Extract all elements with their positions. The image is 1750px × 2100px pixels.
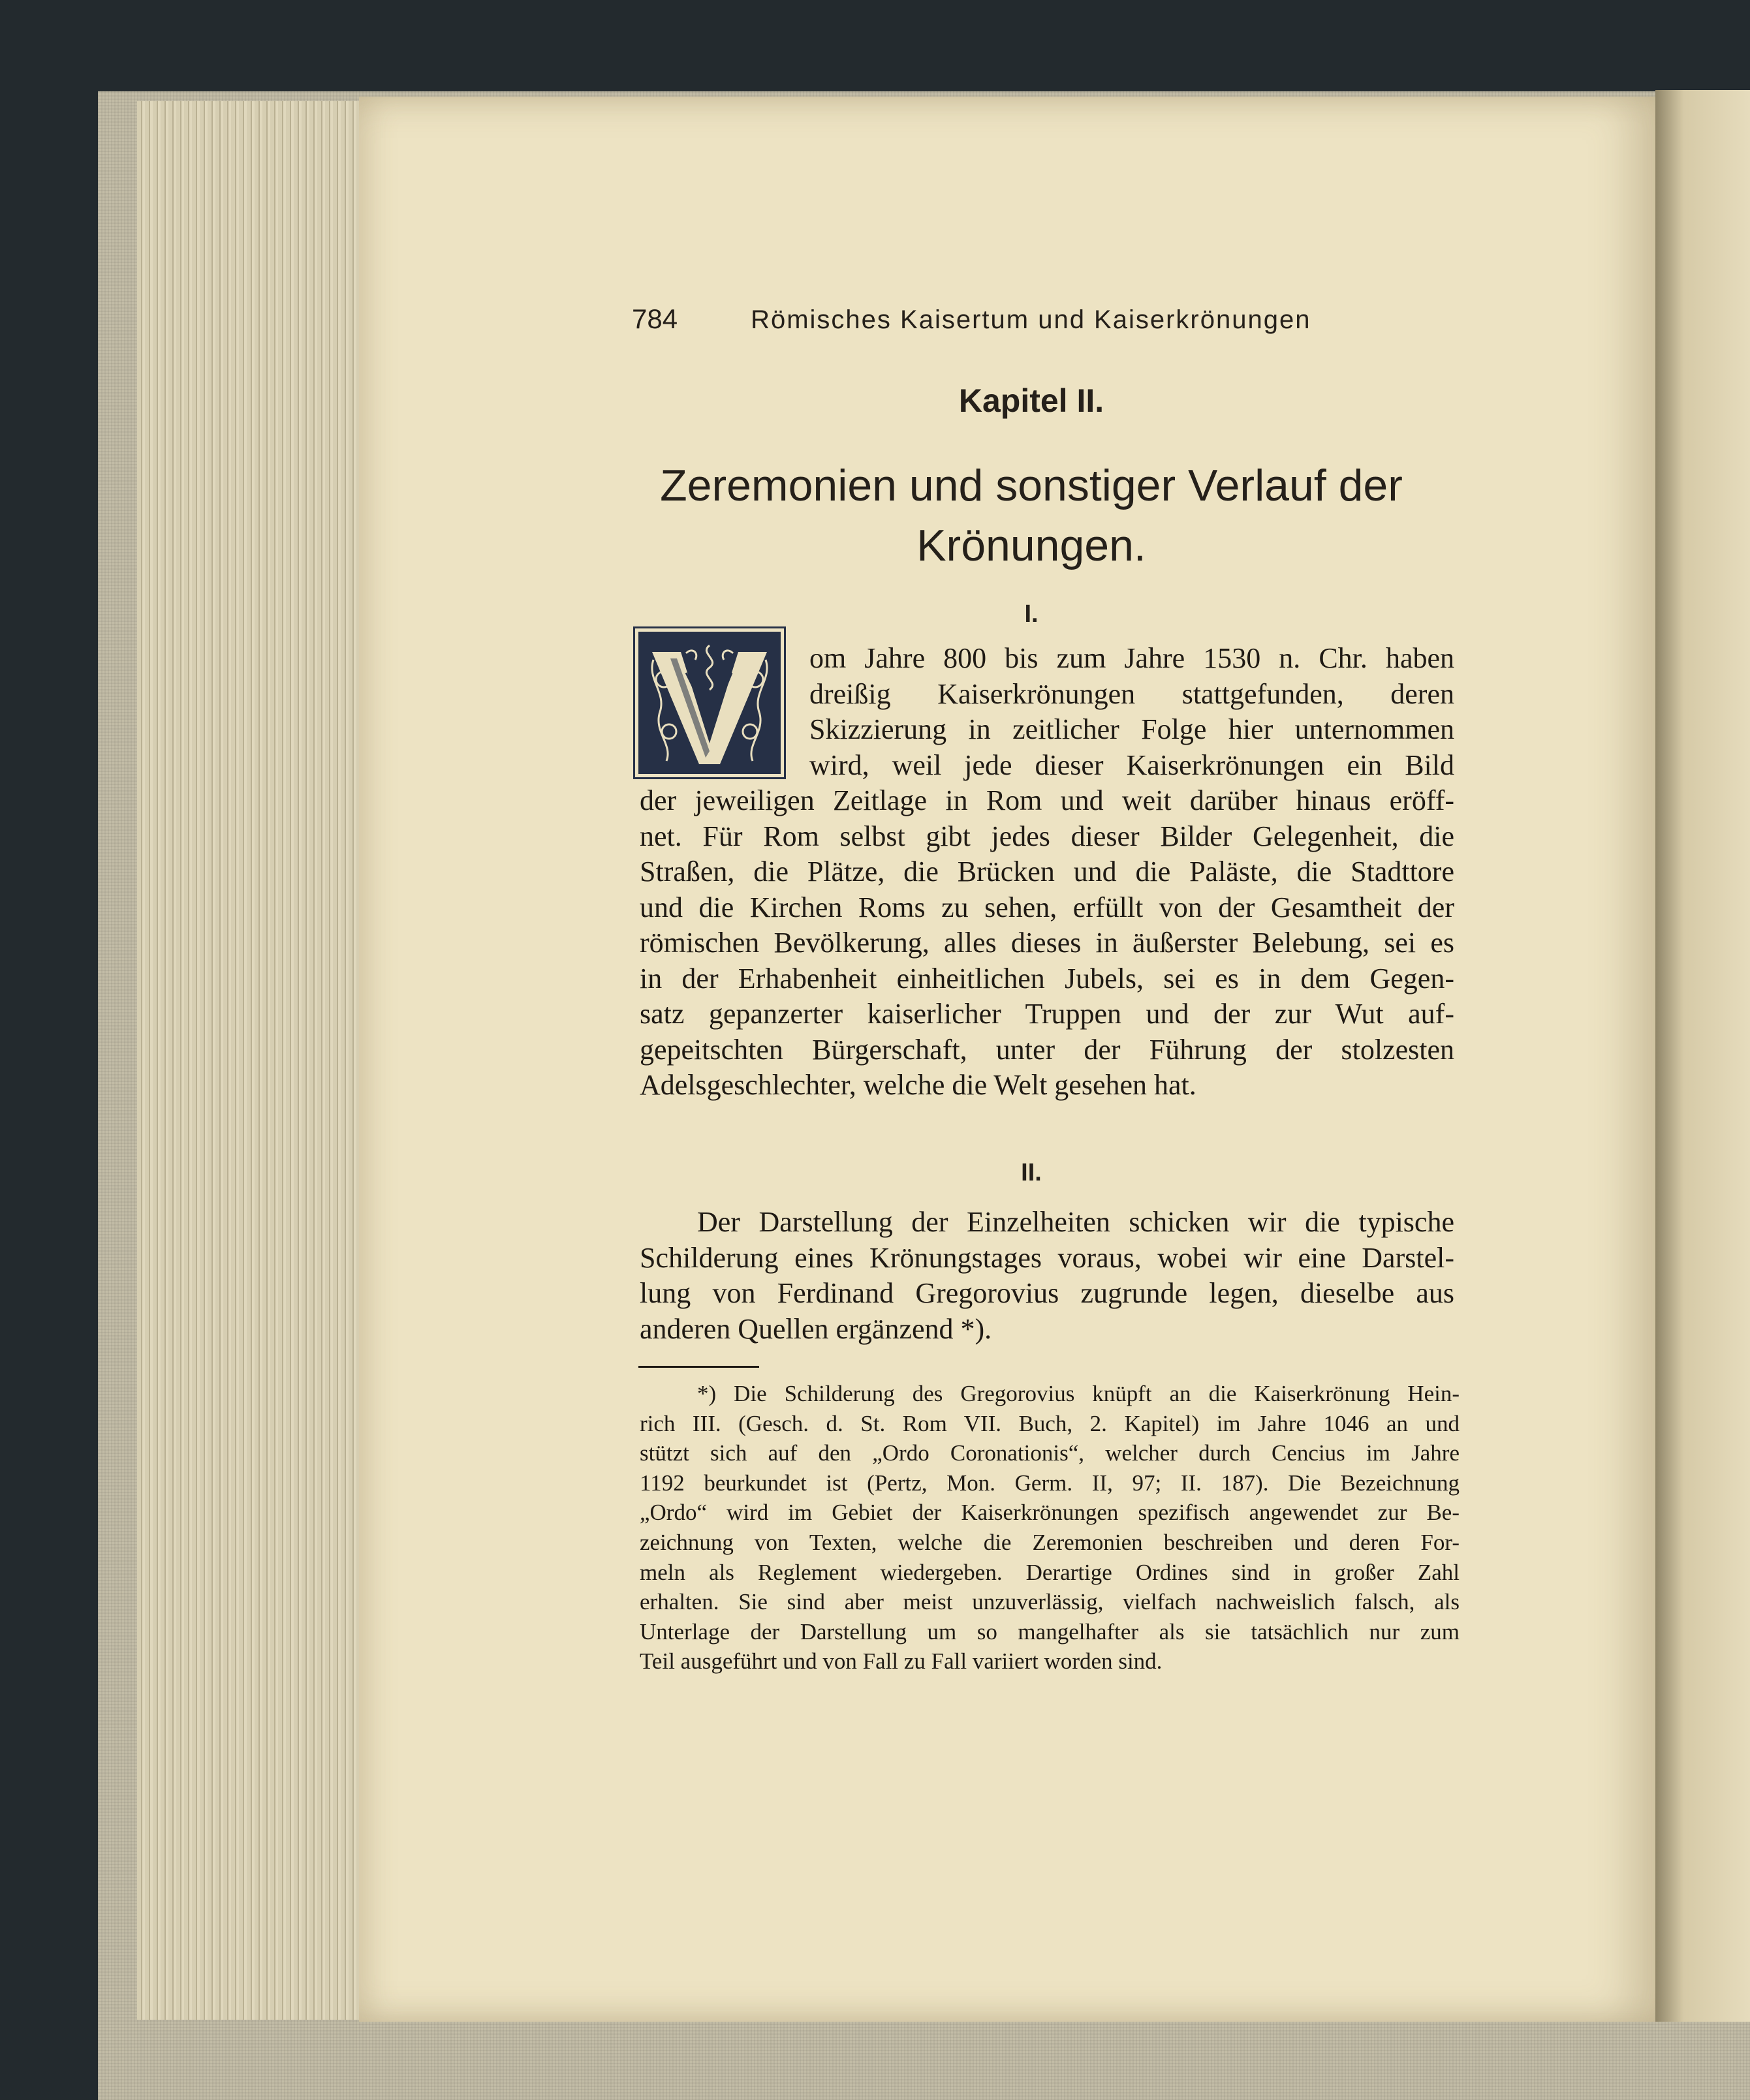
page-number: 784	[632, 303, 678, 334]
footnote-line: zeichnung von Texten, welche die Zeremonien beschreiben und deren For-	[640, 1529, 1460, 1555]
footnote-line: „Ordo“ wird im Gebiet der Kaiserkrönungen spezifisch angewendet zur Be-	[640, 1500, 1460, 1526]
footnote	[640, 1379, 1460, 1676]
text-line: Schilderung eines Krönungstages voraus, wobei wir eine Darstel-	[640, 1241, 1454, 1274]
chapter-title	[632, 456, 1431, 576]
footnote-line: Teil ausgeführt und von Fall zu Fall variiert worden sind.	[640, 1648, 1163, 1675]
text-line: gepeitschten Bürgerschaft, unter der Führung der stolzesten	[640, 1033, 1454, 1066]
section-number-1: I.	[1024, 600, 1039, 628]
text-line: lung von Ferdinand Gregorovius zugrunde legen, dieselbe aus	[640, 1277, 1454, 1309]
text-line: der jeweiligen Zeitlage in Rom und weit darüber hinaus eröff-	[640, 784, 1454, 816]
running-head	[632, 303, 1324, 335]
footnote-line: Unterlage der Darstellung um so mangelhafter als sie tatsächlich nur zum	[640, 1618, 1460, 1644]
footnote-line: erhalten. Sie sind aber meist unzuverlässig, vielfach nachweislich falsch, als	[640, 1589, 1460, 1615]
facing-page-edge	[1655, 90, 1750, 2022]
ornament-v-icon	[640, 634, 779, 772]
paragraph-1-beside-initial	[809, 641, 1454, 783]
text-line: satz gepanzerter kaiserlicher Truppen und der zur Wut auf-	[640, 998, 1454, 1030]
footnote-line: 1192 beurkundet ist (Pertz, Mon. Germ. II, 97; II. 187). Die Bezeichnung	[640, 1470, 1460, 1496]
paragraph-1-continued	[640, 783, 1454, 1104]
text-line: anderen Quellen ergänzend *).	[640, 1312, 992, 1345]
text-line: Straßen, die Plätze, die Brücken und die Paläste, die Stadttore	[640, 856, 1454, 888]
text-line: Adelsgeschlechter, welche die Welt gesehen hat.	[640, 1069, 1196, 1101]
section-number-2: II.	[1021, 1159, 1042, 1186]
footnote-line: rich III. (Gesch. d. St. Rom VII. Buch, 2. Kapitel) im Jahre 1046 an und	[640, 1410, 1460, 1436]
decorated-initial	[638, 632, 781, 774]
text-line: Der Darstellung der Einzelheiten schicken wir die typische	[697, 1206, 1454, 1238]
text-line: om Jahre 800 bis zum Jahre 1530 n. Chr. haben	[809, 642, 1454, 674]
text-line: net. Für Rom selbst gibt jedes dieser Bilder Gelegenheit, die	[640, 820, 1454, 852]
text-line: Skizzierung in zeitlicher Folge hier unternommen	[809, 713, 1454, 745]
chapter-title-line-1: Zeremonien und sonstiger Verlauf der	[660, 461, 1403, 510]
footnote-line: meln als Reglement wiedergeben. Derartige Ordines sind in großer Zahl	[640, 1559, 1460, 1585]
running-title: Römisches Kaisertum und Kaiserkrönungen	[751, 305, 1311, 334]
footnote-line: stützt sich auf den „Ordo Coronationis“, welcher durch Cencius im Jahre	[640, 1440, 1460, 1466]
footnote-rule	[638, 1366, 759, 1368]
footnote-line: *) Die Schilderung des Gregorovius knüpft an die Kaiserkrönung Hein-	[697, 1381, 1460, 1406]
chapter-title-line-2: Krönungen.	[916, 521, 1146, 570]
text-line: dreißig Kaiserkrönungen stattgefunden, deren	[809, 677, 1454, 710]
page-edges	[137, 101, 360, 2020]
initial-letter	[640, 772, 641, 773]
text-line: und die Kirchen Roms zu sehen, erfüllt von der Gesamtheit der	[640, 891, 1454, 923]
paragraph-2	[640, 1205, 1454, 1347]
chapter-label: Kapitel II.	[958, 382, 1104, 419]
text-line: wird, weil jede dieser Kaiserkrönungen ein Bild	[809, 749, 1454, 781]
text-line: römischen Bevölkerung, alles dieses in äußerster Belebung, sei es	[640, 927, 1454, 959]
text-line: in der Erhabenheit einheitlichen Jubels, sei es in dem Gegen-	[640, 962, 1454, 995]
